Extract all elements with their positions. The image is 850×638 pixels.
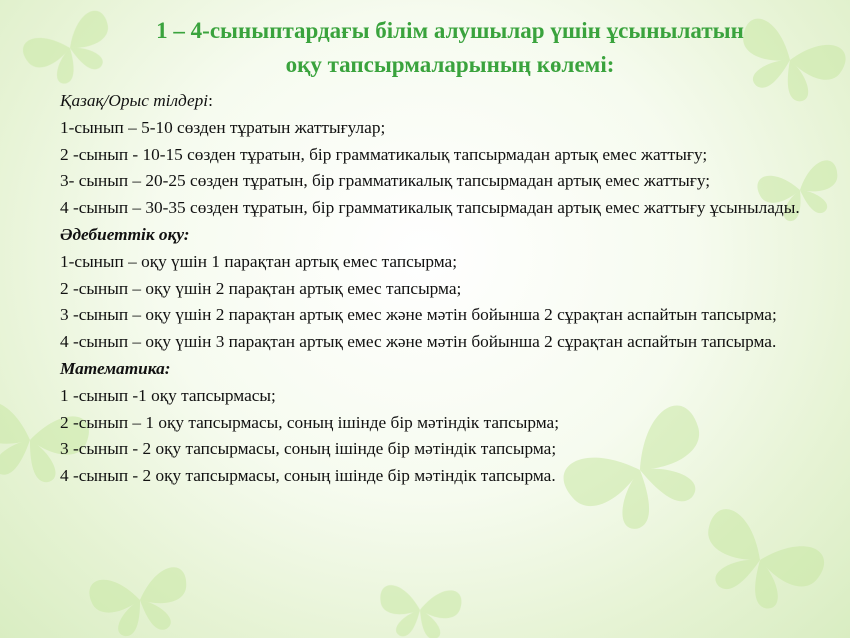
list-item: 3- сынып – 20-25 сөзден тұратын, бір грамматикалық тапсырмадан артық емес жаттығу; [60, 171, 711, 191]
list-item: 2 -сынып – 1 оқу тапсырмасы, соның ішінде бір мәтіндік тапсырма; [60, 412, 560, 432]
list-item: 1-сынып – 5-10 сөзден тұратын жаттығулар; [60, 117, 386, 137]
list-item: 1 -сынып -1 оқу тапсырмасы; [60, 385, 276, 405]
list-item: 2 -сынып – оқу үшін 2 парақтан артық емес тапсырма; [60, 278, 462, 298]
list-item: 4 -сынып – оқу үшін 3 парақтан артық емес және мәтін бойынша 2 сұрақтан аспайтын тапсырма. [60, 332, 777, 352]
slide-title [70, 14, 830, 82]
list-item: 2 -сынып - 10-15 сөзден тұратын, бір грамматикалық тапсырмадан артық емес жаттығу; [60, 144, 708, 164]
list-item: 3 -сынып - 2 оқу тапсырмасы, соның ішінде бір мәтіндік тапсырма; [60, 439, 557, 459]
list-item: 4 -сынып – 30-35 сөзден тұратын, бір грамматикалық тапсырмадан артық емес жаттығу ұсынылады. [60, 198, 800, 218]
section-heading-suffix: : [208, 91, 213, 110]
list-item: 1-сынып – оқу үшін 1 парақтан артық емес тапсырма; [60, 251, 458, 271]
content-body [14, 88, 820, 490]
title-line-2: оқу тапсырмаларының көлемі: [285, 52, 615, 77]
section-heading-text: Қазақ/Орыс тілдері [60, 91, 209, 110]
list-item: 4 -сынып - 2 оқу тапсырмасы, соның ішінде бір мәтіндік тапсырма. [60, 466, 556, 486]
section-heading [14, 88, 820, 115]
section-heading: Математика: [60, 358, 171, 378]
list-item: 3 -сынып – оқу үшін 2 парақтан артық емес және мәтін бойынша 2 сұрақтан аспайтын тапсырма; [60, 305, 777, 325]
title-line-1: 1 – 4-сыныптардағы білім алушылар үшін ұсынылатын [156, 18, 744, 43]
section-heading: Әдебиеттік оқу: [60, 224, 190, 244]
